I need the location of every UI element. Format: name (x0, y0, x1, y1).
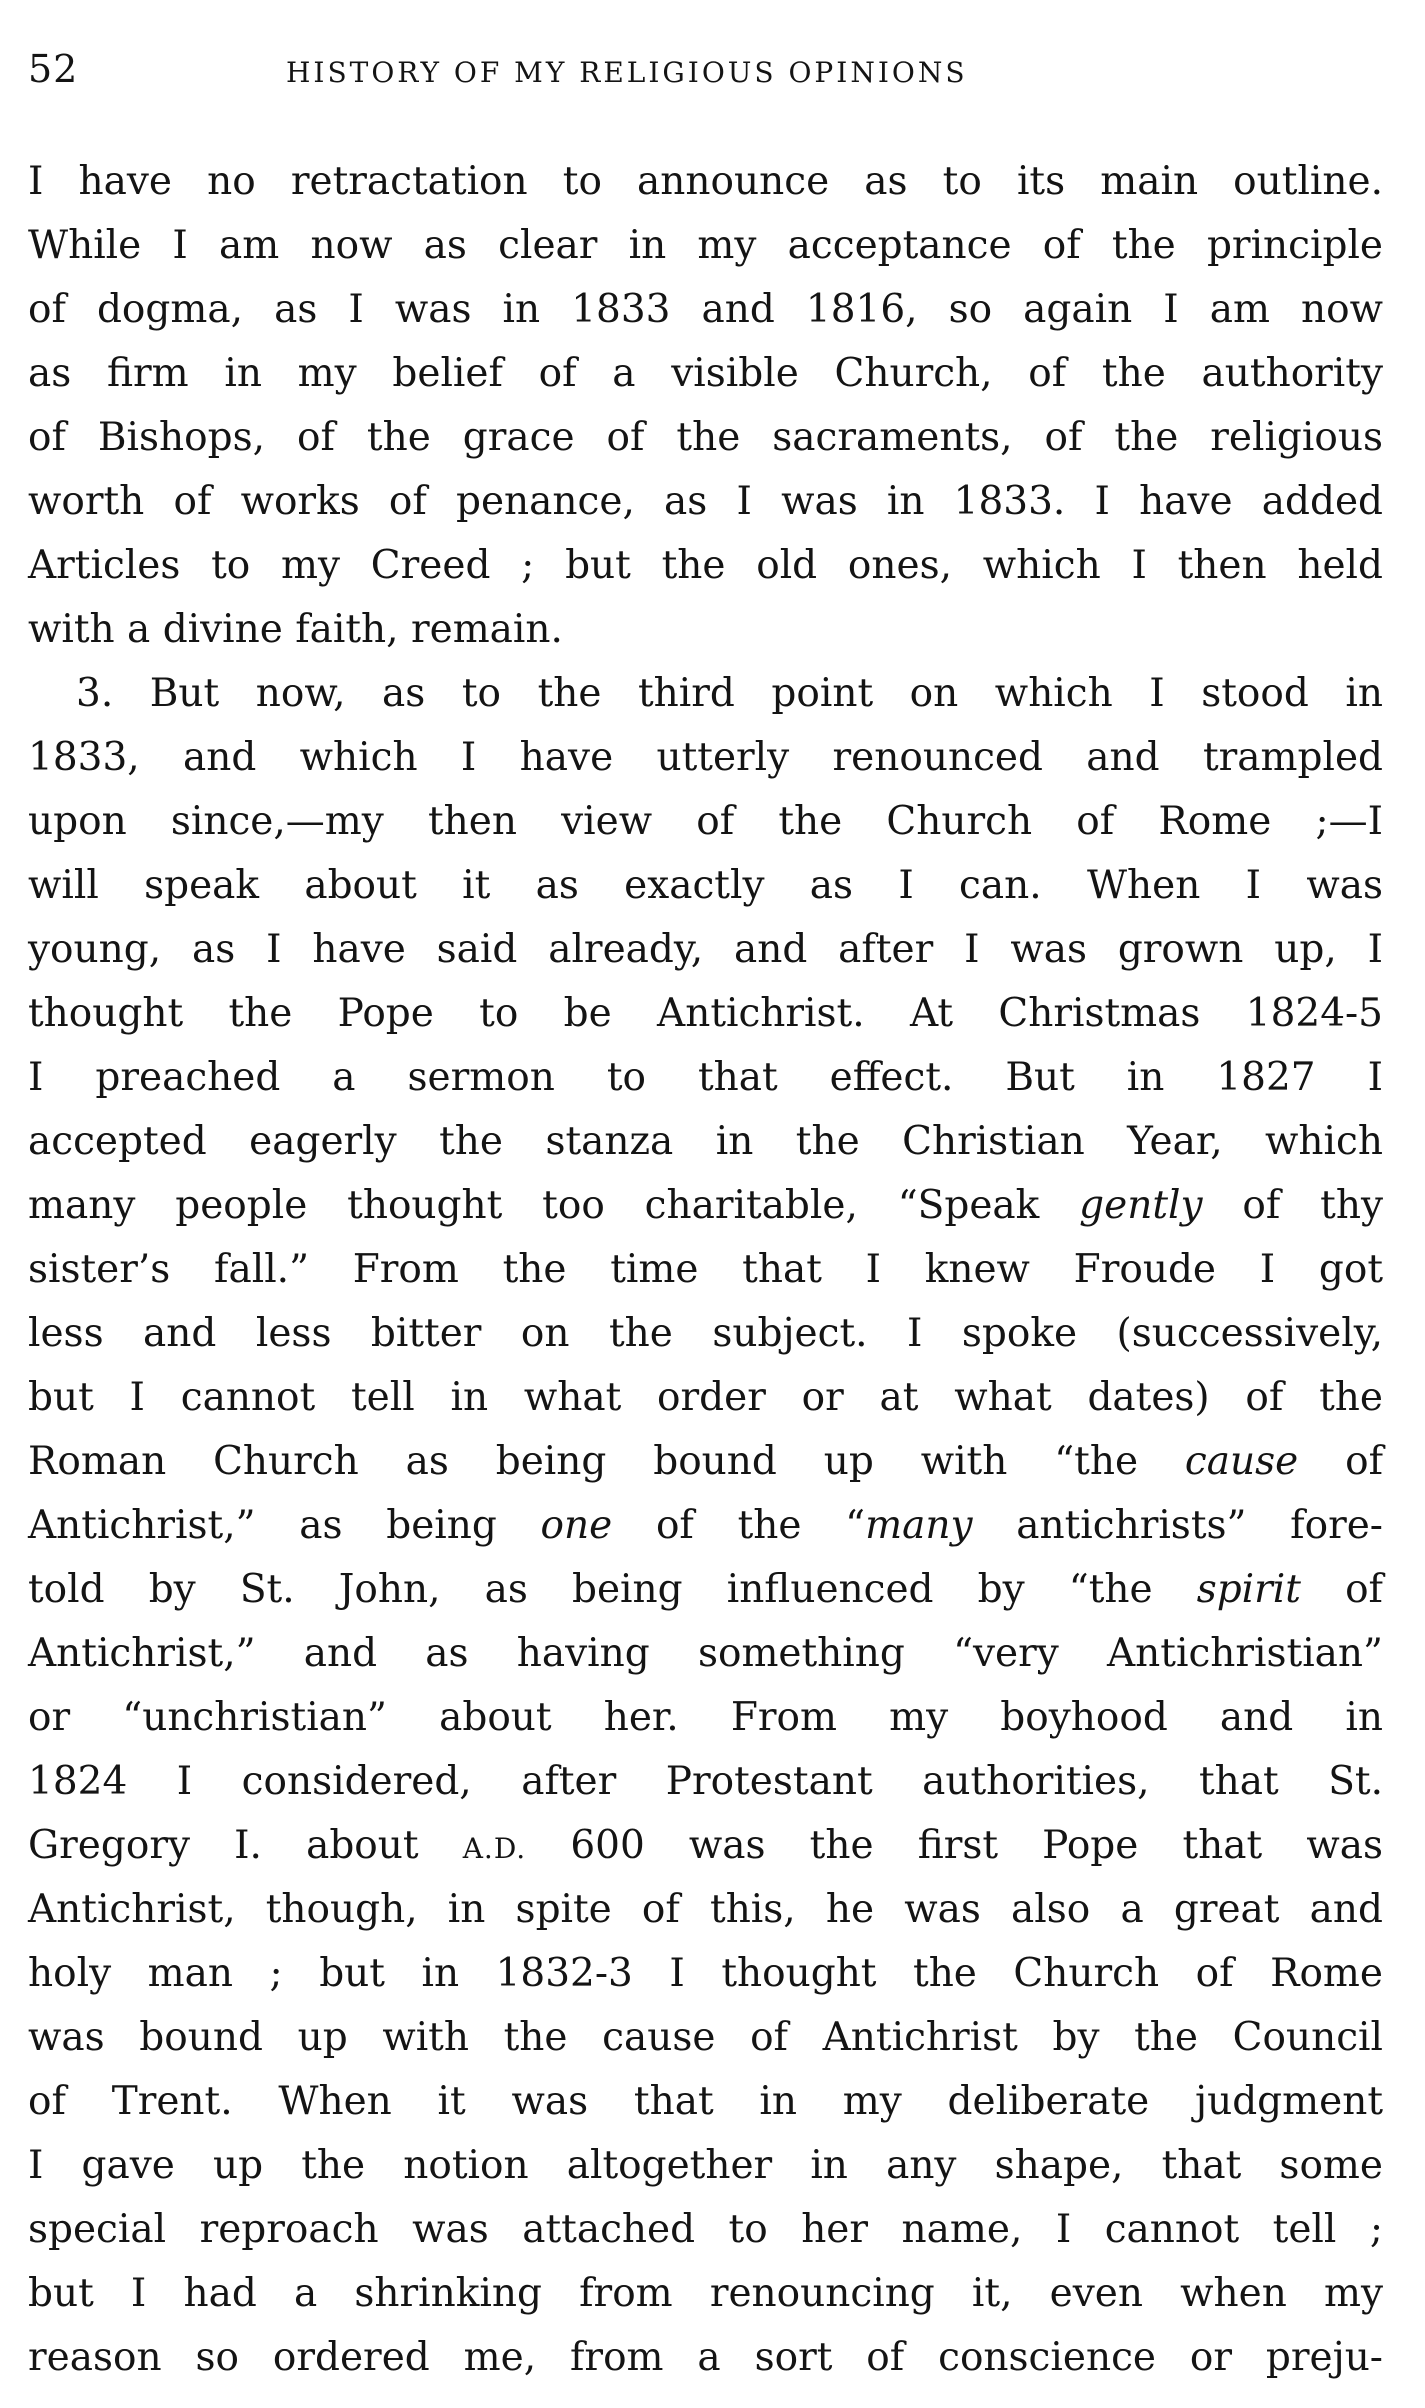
text-segment: Gregory I. about (28, 1823, 463, 1868)
italic-word: cause (1184, 1439, 1299, 1484)
text-line-11: upon since,—my then view of the Church of Rome ;—I (28, 799, 1383, 844)
text-segment: of (1300, 1567, 1383, 1612)
text-line-25: or “unchristian” about her. From my boyhood and in (28, 1695, 1383, 1740)
body-text (28, 150, 1383, 2390)
text-segment: many people thought too charitable, “Speak (28, 1183, 1080, 1228)
text-line-20: but I cannot tell in what order or at what dates) of the (28, 1375, 1383, 1420)
italic-word: one (540, 1503, 613, 1548)
text-line-26: 1824 I considered, after Protestant authorities, that St. (28, 1759, 1383, 1804)
text-segment: of (1298, 1439, 1384, 1484)
text-line-1: I have no retractation to announce as to its main outline. (28, 159, 1383, 204)
text-line-15: I preached a sermon to that effect. But in 1827 I (28, 1055, 1383, 1100)
text-line-2: While I am now as clear in my acceptance of the principle (28, 223, 1383, 268)
text-line-7: Articles to my Creed ; but the old ones, which I then held (28, 543, 1383, 588)
page-number: 52 (28, 47, 79, 91)
text-line-33: special reproach was attached to her name, I cannot tell ; (28, 2207, 1383, 2252)
text-line-3: of dogma, as I was in 1833 and 1816, so again I am now (28, 287, 1383, 332)
text-line-18: sister’s fall.” From the time that I knew Froude I got (28, 1247, 1383, 1292)
text-line-6: worth of works of penance, as I was in 1833. I have added (28, 479, 1383, 524)
text-line-13: young, as I have said already, and after I was grown up, I (28, 927, 1383, 972)
text-segment: Antichrist,” as being (28, 1503, 541, 1548)
running-head (28, 44, 1383, 94)
text-line-9: 3. But now, as to the third point on which I stood in (76, 671, 1383, 716)
text-segment: of the “ (612, 1503, 866, 1548)
text-line-17 (28, 1174, 1383, 1238)
text-line-8: with a divine faith, remain. (28, 607, 563, 652)
text-line-4: as firm in my belief of a visible Church, of the authority (28, 351, 1383, 396)
text-line-32: I gave up the notion altogether in any shape, that some (28, 2143, 1383, 2188)
small-caps-era: A.D. (462, 1832, 527, 1865)
text-line-28: Antichrist, though, in spite of this, he was also a great and (28, 1887, 1383, 1932)
text-line-24: Antichrist,” and as having something “very Antichristian” (28, 1631, 1383, 1676)
text-line-27 (28, 1814, 1383, 1878)
italic-word: gently (1079, 1183, 1203, 1228)
text-line-10: 1833, and which I have utterly renounced and trampled (28, 735, 1383, 780)
italic-word: spirit (1196, 1567, 1301, 1612)
text-line-22 (28, 1494, 1383, 1558)
text-line-31: of Trent. When it was that in my deliberate judgment (28, 2079, 1383, 2124)
text-line-21 (28, 1430, 1383, 1494)
running-title: HISTORY OF MY RELIGIOUS OPINIONS (286, 56, 968, 89)
text-segment: told by St. John, as being influenced by “the (28, 1567, 1197, 1612)
text-line-29: holy man ; but in 1832-3 I thought the Church of Rome (28, 1951, 1383, 1996)
text-segment: 600 was the first Pope that was (526, 1823, 1383, 1868)
text-line-16: accepted eagerly the stanza in the Christian Year, which (28, 1119, 1383, 1164)
text-segment: Roman Church as being bound up with “the (28, 1439, 1185, 1484)
text-line-5: of Bishops, of the grace of the sacraments, of the religious (28, 415, 1383, 460)
italic-word: many (865, 1503, 973, 1548)
text-line-19: less and less bitter on the subject. I spoke (successively, (28, 1311, 1383, 1356)
text-line-35: reason so ordered me, from a sort of conscience or preju- (28, 2335, 1383, 2380)
text-segment: of thy (1202, 1183, 1383, 1228)
text-line-34: but I had a shrinking from renouncing it, even when my (28, 2271, 1383, 2316)
text-line-12: will speak about it as exactly as I can. When I was (28, 863, 1383, 908)
text-line-14: thought the Pope to be Antichrist. At Christmas 1824-5 (28, 991, 1383, 1036)
text-line-23 (28, 1558, 1383, 1622)
text-line-30: was bound up with the cause of Antichrist by the Council (28, 2015, 1383, 2060)
text-segment: antichrists” fore- (972, 1503, 1383, 1548)
book-page (28, 0, 1383, 2408)
